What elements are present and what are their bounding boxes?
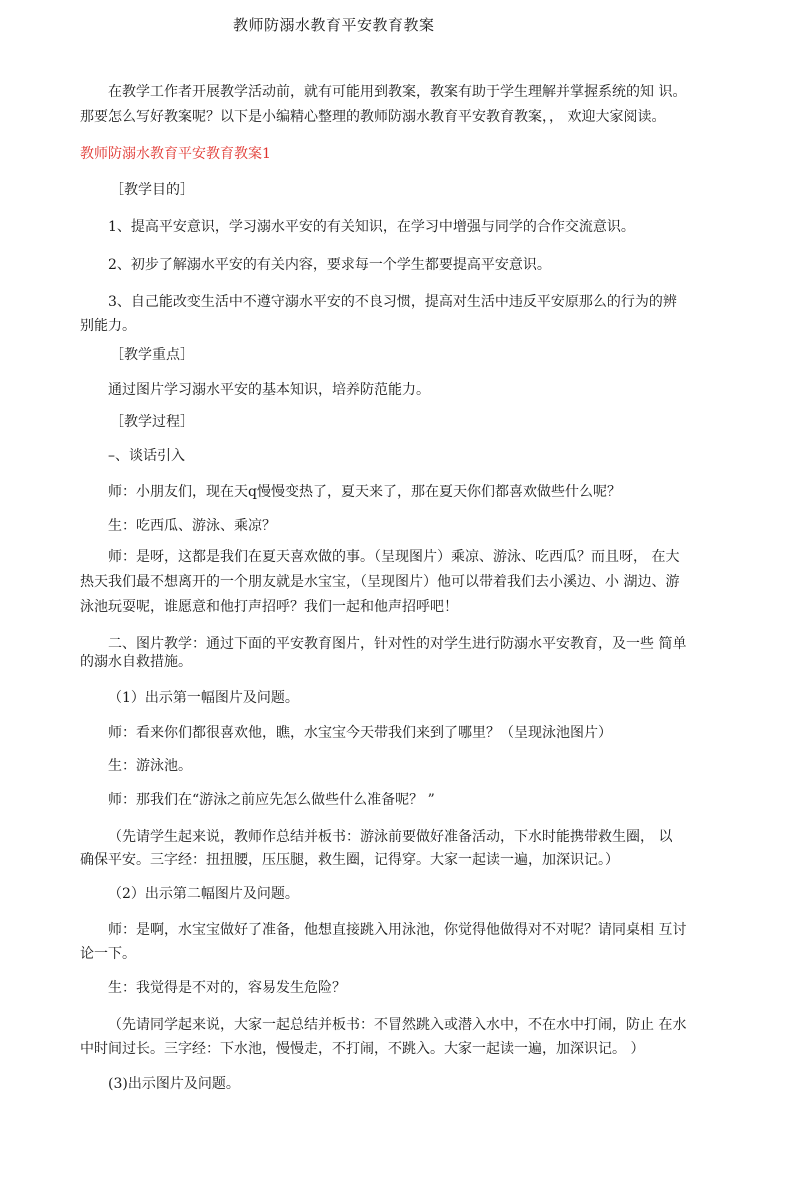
picture-1-dialog-1: 师：看来你们都很喜欢他，瞧，水宝宝今天带我们来到了哪里？（呈现泳池图片） xyxy=(108,725,612,741)
dialog-paragraph-3-line-3: 泳池玩耍呢，谁愿意和他打声招呼？我们一起和他声招呼吧！ xyxy=(80,599,458,615)
dialog-paragraph-3-line-2: 热天我们最不想离开的一个朋友就是水宝宝，（呈现图片）他可以带着我们去小溪边、小 湖边、游 xyxy=(80,574,680,590)
intro-paragraph-line-2: 那要怎么写好教案呢？以下是小编精心整理的教师防溺水教育平安教育教案，， 欢迎大家阅读。 xyxy=(80,109,666,125)
section-title: 教师防溺水教育平安教育教案1 xyxy=(80,146,271,162)
focus-text: 通过图片学习溺水平安的基本知识，培养防范能力。 xyxy=(108,382,430,398)
dialog-line-2: 生：吃西瓜、游泳、乘凉？ xyxy=(108,518,276,534)
focus-heading: ［教学重点］ xyxy=(110,347,194,363)
step-2-line-2: 的溺水自救措施。 xyxy=(80,654,192,670)
picture-1-heading: （1）出示第一幅图片及问题。 xyxy=(108,690,299,706)
document-title: 教师防溺水教育平安教育教案 xyxy=(233,16,435,34)
process-heading: ［教学过程］ xyxy=(110,414,194,430)
step-2-line-1: 二、图片教学：通过下面的平安教育图片，针对性的对学生进行防溺水平安教育，及一些 简单 xyxy=(108,636,687,652)
picture-2-heading: （2）出示第二幅图片及问题。 xyxy=(108,886,299,902)
goal-item-3-line-1: 3、自己能改变生活中不遵守溺水平安的不良习惯，提高对生活中违反平安原那么的行为的辨 xyxy=(108,294,677,310)
picture-1-dialog-3: 师：那我们在“游泳之前应先怎么做些什么准备呢？ ” xyxy=(108,792,435,808)
picture-2-dialog-2: 生：我觉得是不对的，容易发生危险？ xyxy=(108,980,346,996)
dialog-paragraph-3-line-1: 师：是呀，这都是我们在夏天喜欢做的事。（呈现图片）乘凉、游泳、吃西瓜？而且呀， 在大 xyxy=(108,549,680,565)
intro-paragraph-line-1: 在教学工作者开展教学活动前，就有可能用到教案，教案有助于学生理解并掌握系统的知 识。 xyxy=(108,84,687,100)
picture-3-heading: (3)出示图片及问题。 xyxy=(108,1076,240,1092)
goal-heading: ［教学目的］ xyxy=(110,182,194,198)
picture-1-note-line-1: （先请学生起来说，教师作总结并板书：游泳前要做好准备活动，下水时能携带救生圈， 以 xyxy=(108,829,673,845)
picture-2-note-line-1: （先请同学起来说，大家一起总结并板书：不冒然跳入或潜入水中，不在水中打闹，防止 在水 xyxy=(108,1017,687,1033)
dialog-line-1: 师：小朋友们，现在天q慢慢变热了，夏天来了，那在夏天你们都喜欢做些什么呢？ xyxy=(108,484,621,500)
step-1-heading: –、谈话引入 xyxy=(108,448,185,464)
picture-2-dialog-1-line-1: 师：是啊，水宝宝做好了准备，他想直接跳入用泳池，你觉得他做得对不对呢？请同桌相 互讨 xyxy=(108,922,687,938)
picture-2-dialog-1-line-2: 论一下。 xyxy=(80,946,136,962)
goal-item-1: 1、提高平安意识，学习溺水平安的有关知识，在学习中增强与同学的合作交流意识。 xyxy=(108,219,635,235)
picture-1-note-line-2: 确保平安。三字经：扭扭腰，压压腿，救生圈，记得穿。大家一起读一遍，加深识记。） xyxy=(80,852,619,868)
goal-item-3-line-2: 别能力。 xyxy=(80,318,136,334)
picture-2-note-line-2: 中时间过长。三字经：下水池，慢慢走，不打闹，不跳入。大家一起读一遍，加深识记。 ） xyxy=(80,1041,645,1057)
picture-1-dialog-2: 生：游泳池。 xyxy=(108,758,192,774)
goal-item-2: 2、初步了解溺水平安的有关内容，要求每一个学生都要提高平安意识。 xyxy=(108,257,551,273)
